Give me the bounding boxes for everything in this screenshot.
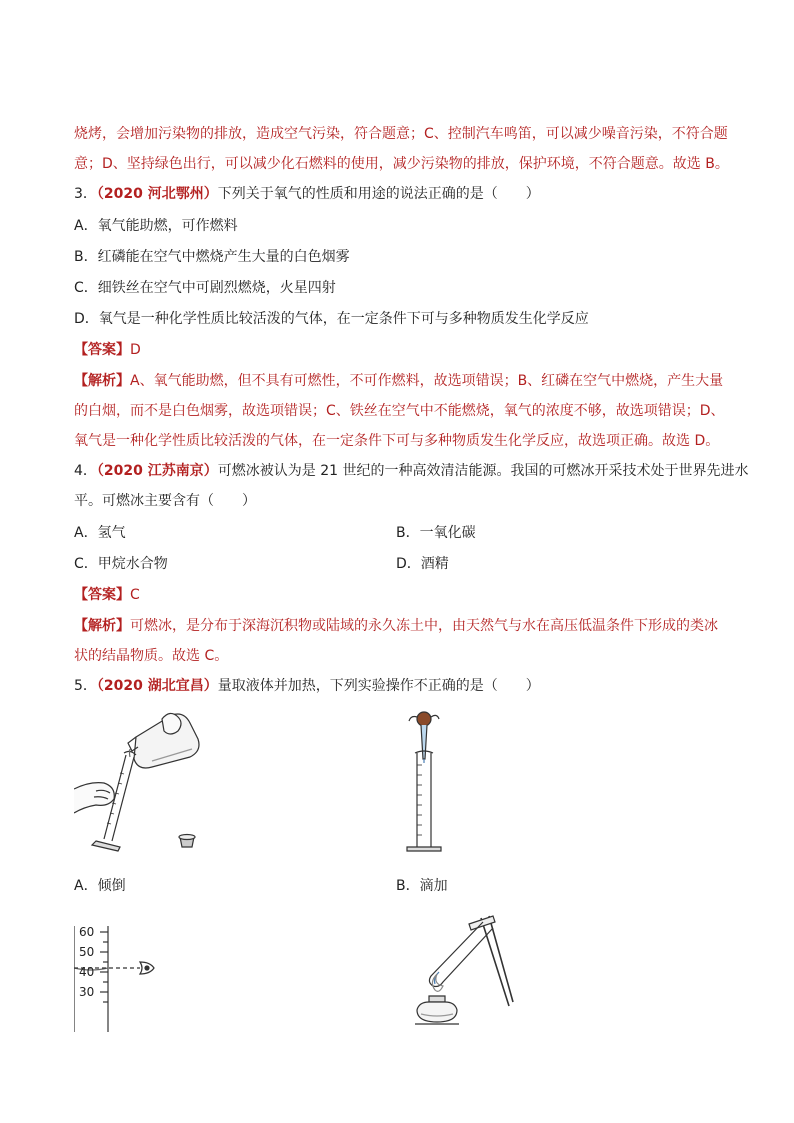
question-text: 量取液体并加热，下列实验操作不正确的是（ ）: [217, 678, 540, 694]
scale-reading-illustration: [74, 924, 164, 1034]
q3-option-d: D．氧气是一种化学性质比较活泼的气体，在一定条件下可与多种物质发生化学反应: [74, 311, 589, 327]
prev-explanation-line-2: 意；D、坚持绿色出行，可以减少化石燃料的使用，减少污染物的排放，保护环境，不符合题意。故选 B。: [74, 156, 729, 172]
q3-option-c: C．细铁丝在空气中可剧烈燃烧，火星四射: [74, 280, 336, 296]
scale-label-50: 50: [79, 945, 95, 959]
question-5-stem: [74, 676, 540, 698]
answer-tag: 【答案】: [74, 587, 130, 603]
analysis-tag: 【解析】: [74, 618, 130, 634]
q4-analysis-line-1: [74, 616, 718, 638]
q5-option-a-label: A．倾倒: [74, 878, 126, 894]
question-source: （2020 湖北宜昌）: [96, 678, 218, 694]
scale-label-40: 40: [79, 965, 95, 979]
question-number: 4．: [74, 463, 97, 479]
q4-analysis-line-2: 状的结晶物质。故选 C。: [74, 648, 229, 664]
scale-label-60: 60: [79, 925, 95, 939]
q3-option-a: A．氧气能助燃，可作燃料: [74, 218, 238, 234]
q3-answer: [74, 340, 141, 362]
question-number: 3．: [74, 186, 97, 202]
pouring-liquid-illustration: [74, 709, 214, 859]
q3-analysis-line-1: [74, 371, 723, 393]
answer-value: C: [130, 587, 140, 603]
question-4-stem: [74, 461, 748, 483]
question-text: 可燃冰被认为是 21 世纪的一种高效清洁能源。我国的可燃冰开采技术处于世界先进水: [217, 463, 749, 479]
q4-option-a: A．氢气: [74, 525, 126, 541]
analysis-text: 可燃冰，是分布于深海沉积物或陆域的永久冻土中，由天然气与水在高压低温条件下形成的类冰: [130, 618, 718, 634]
answer-tag: 【答案】: [74, 342, 130, 358]
dropper-adding-illustration: [399, 709, 459, 859]
q4-option-d: D．酒精: [396, 556, 449, 572]
question-text: 下列关于氧气的性质和用途的说法正确的是（ ）: [217, 186, 540, 202]
q4-option-b: B．一氧化碳: [396, 525, 476, 541]
q4-option-c: C．甲烷水合物: [74, 556, 168, 572]
heating-test-tube-illustration: [399, 914, 519, 1034]
question-3-stem: [74, 184, 540, 206]
question-source: （2020 河北鄂州）: [96, 186, 218, 202]
prev-explanation-line-1: 烧烤，会增加污染物的排放，造成空气污染，符合题意；C、控制汽车鸣笛，可以减少噪音污染，不符合题: [74, 126, 728, 142]
answer-value: D: [130, 342, 141, 358]
scale-label-30: 30: [79, 985, 95, 999]
analysis-text: A、氧气能助燃，但不具有可燃性，不可作燃料，故选项错误；B、红磷在空气中燃烧，产生大量: [130, 373, 724, 389]
q3-analysis-line-3: 氧气是一种化学性质比较活泼的气体，在一定条件下可与多种物质发生化学反应，故选项正确。故选 D。: [74, 433, 720, 449]
q3-option-b: B．红磷能在空气中燃烧产生大量的白色烟雾: [74, 249, 350, 265]
analysis-tag: 【解析】: [74, 373, 130, 389]
question-number: 5．: [74, 678, 97, 694]
q4-answer: [74, 585, 140, 607]
question-source: （2020 江苏南京）: [96, 463, 218, 479]
q5-option-b-label: B．滴加: [396, 878, 448, 894]
q3-analysis-line-2: 的白烟，而不是白色烟雾，故选项错误；C、铁丝在空气中不能燃烧，氧气的浓度不够，故选项错误；D、: [74, 403, 725, 419]
question-4-stem-line-2: 平。可燃冰主要含有（ ）: [74, 493, 256, 509]
